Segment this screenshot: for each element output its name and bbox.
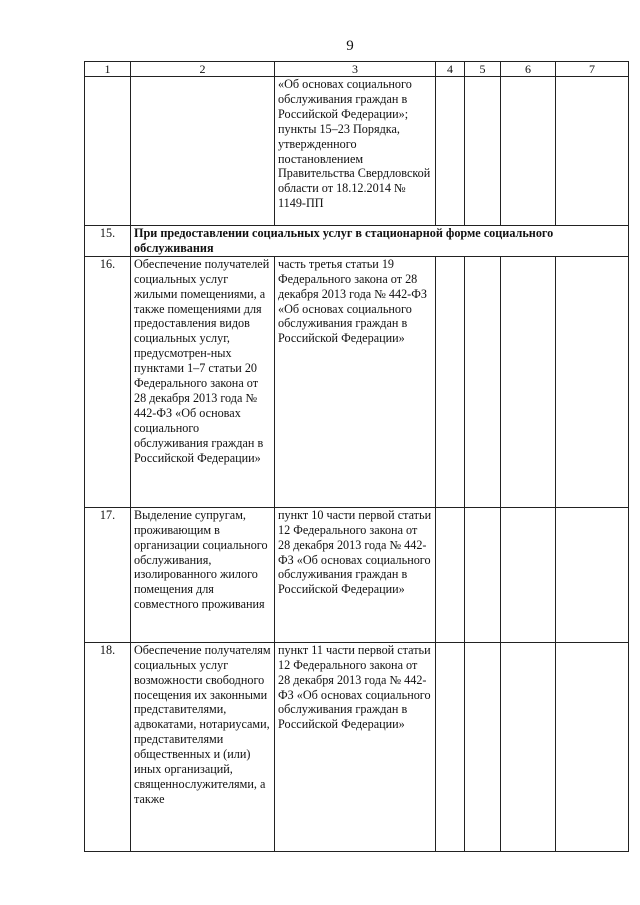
services-table: [84, 61, 629, 852]
section-title: При предоставлении социальных услуг в стационарной форме социального обслуживания: [131, 226, 629, 257]
service-cell: Выделение супругам, проживающим в организации социального обслуживания, изолированного жилого помещения для совместного проживания: [131, 507, 275, 642]
page-number: 9: [346, 38, 354, 54]
column-header: 6: [501, 62, 556, 77]
legal-basis-cell: «Об основах социального обслуживания граждан в Российской Федерации»; пункты 15–23 Порядка, утвержденного постановлением Правительства Свердловской области от 18.12.2014 № 1149-ПП: [275, 77, 436, 226]
table-row-continuation: [85, 77, 629, 226]
column-header: 2: [131, 62, 275, 77]
row-number: 15.: [85, 226, 131, 257]
row-number: 16.: [85, 256, 131, 507]
legal-basis-cell: пункт 10 части первой статьи 12 Федерального закона от 28 декабря 2013 года № 442-ФЗ «Об основах социального обслуживания граждан в Российской Федерации»: [275, 507, 436, 642]
column-header: 7: [556, 62, 629, 77]
column-header: 1: [85, 62, 131, 77]
column-header: 4: [436, 62, 465, 77]
table-row: [85, 256, 629, 507]
column-header: 3: [275, 62, 436, 77]
table-row: [85, 642, 629, 851]
legal-basis-cell: пункт 11 части первой статьи 12 Федерального закона от 28 декабря 2013 года № 442-ФЗ «Об основах социального обслуживания граждан в Российской Федерации»: [275, 642, 436, 851]
row-number: 18.: [85, 642, 131, 851]
column-header: 5: [465, 62, 501, 77]
row-number: 17.: [85, 507, 131, 642]
section-row: [85, 226, 629, 257]
legal-basis-cell: часть третья статьи 19 Федерального закона от 28 декабря 2013 года № 442-ФЗ «Об основах социального обслуживания граждан в Российской Федерации»: [275, 256, 436, 507]
service-cell: Обеспечение получателей социальных услуг жилыми помещениями, а также помещениями для предоставления видов социальных услуг, предусмотрен-ных пунктами 1–7 статьи 20 Федерального закона от 28 декабря 2013 года № 442-ФЗ «Об основах социального обслуживания граждан в Российской Федерации»: [131, 256, 275, 507]
service-cell: Обеспечение получателям социальных услуг возможности свободного посещения их законными представителями, адвокатами, нотариусами, представителями общественных и (или) иных организаций, священнослужителями, а также: [131, 642, 275, 851]
table-row: [85, 507, 629, 642]
header-row: [85, 62, 629, 77]
